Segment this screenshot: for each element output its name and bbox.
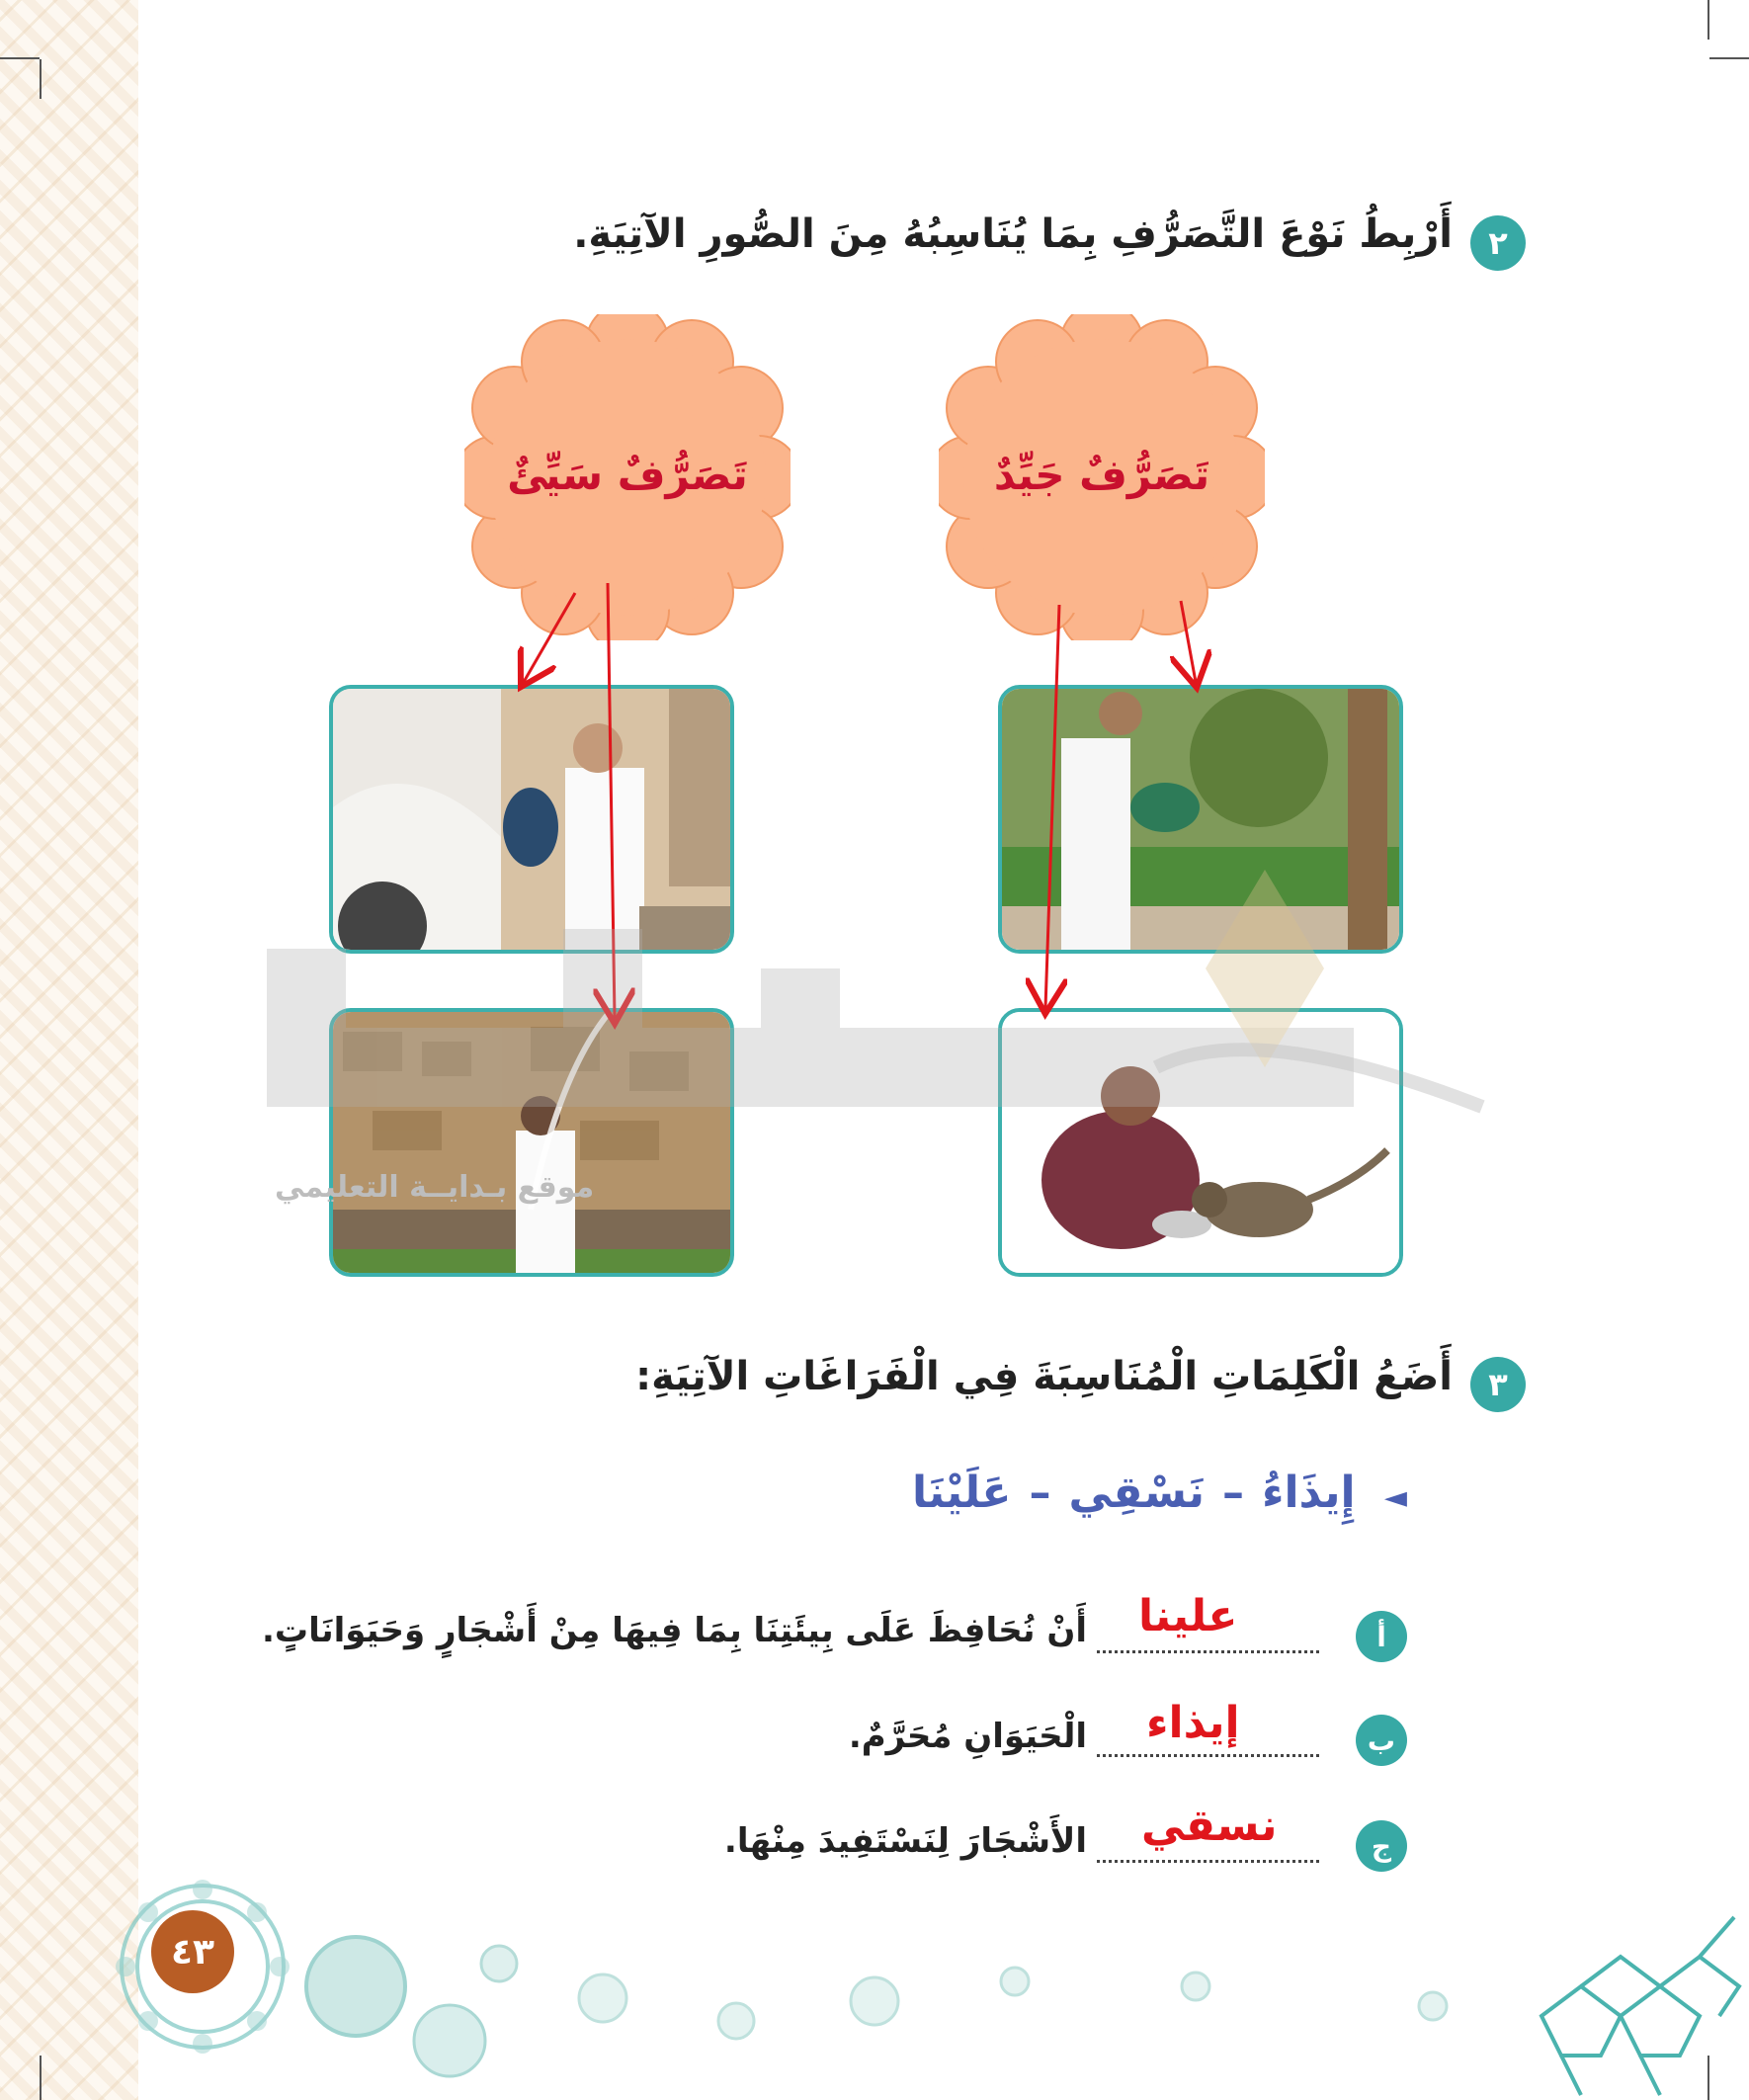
rosette-decoration — [405, 1996, 494, 2085]
word-bank: ◄ إِيذَاءُ–نَسْقِي–عَلَيْنَا — [912, 1468, 1407, 1518]
question-2-number: ٢ — [1470, 215, 1526, 271]
sentence-b: الْحَيَوَانِ مُحَرَّمٌ. — [848, 1717, 1087, 1756]
question-3-text: أَضَعُ الْكَلِمَاتِ الْمُنَاسِبَةَ فِي الْفَرَاغَاتِ الآتِيَةِ: — [635, 1354, 1453, 1399]
arrow-bad-to-car — [524, 593, 575, 682]
rosette-decoration — [296, 1927, 415, 2046]
watermark-logo — [267, 870, 1502, 1206]
blank-a — [1097, 1650, 1319, 1653]
triangle-icon: ◄ — [1383, 1480, 1407, 1515]
word-bank-item: نَسْقِي — [1068, 1468, 1205, 1518]
rosette-decoration — [845, 1972, 904, 2031]
rosette-decoration — [1413, 1986, 1453, 2026]
blank-c — [1097, 1860, 1319, 1863]
rosette-decoration — [995, 1962, 1035, 2001]
rosette-decoration — [573, 1969, 632, 2028]
watermark-text: موقع بـدايــة التعليمي — [275, 1170, 595, 1205]
geometric-corner-decoration — [1522, 1897, 1749, 2100]
question-2-text: أَرْبِطُ نَوْعَ التَّصَرُّفِ بِمَا يُنَاسِبُهُ مِنَ الصُّورِ الآتِيَةِ. — [573, 211, 1453, 257]
bad-behavior-label: تَصَرُّفٌ سَيِّئٌ — [507, 451, 748, 499]
answer-b: إيذاء — [1146, 1698, 1240, 1748]
item-a-badge: أ — [1356, 1611, 1407, 1662]
arrow-good-to-watering — [1181, 601, 1196, 682]
rosette-decoration — [1176, 1967, 1215, 2006]
sentence-a: أَنْ نُحَافِظَ عَلَى بِيئَتِنَا بِمَا فِيهَا مِنْ أَشْجَارٍ وَحَيَوَانَاتٍ. — [262, 1611, 1087, 1650]
item-b-badge: ب — [1356, 1715, 1407, 1766]
sentence-c: الأَشْجَارَ لِنَسْتَفِيدَ مِنْهَا. — [723, 1821, 1087, 1861]
page-number: ٤٣ — [151, 1910, 234, 1993]
rosette-decoration — [711, 1996, 761, 2046]
answer-a: علينا — [1138, 1591, 1238, 1641]
word-bank-item: عَلَيْنَا — [912, 1468, 1012, 1518]
blank-b — [1097, 1754, 1319, 1757]
question-3-number: ٣ — [1470, 1357, 1526, 1412]
rosette-decoration — [474, 1939, 524, 1988]
good-behavior-label: تَصَرُّفٌ جَيِّدٌ — [993, 451, 1210, 499]
word-bank-item: إِيذَاءُ — [1261, 1468, 1356, 1518]
item-c-badge: ج — [1356, 1820, 1407, 1872]
answer-c: نسقي — [1141, 1801, 1278, 1851]
